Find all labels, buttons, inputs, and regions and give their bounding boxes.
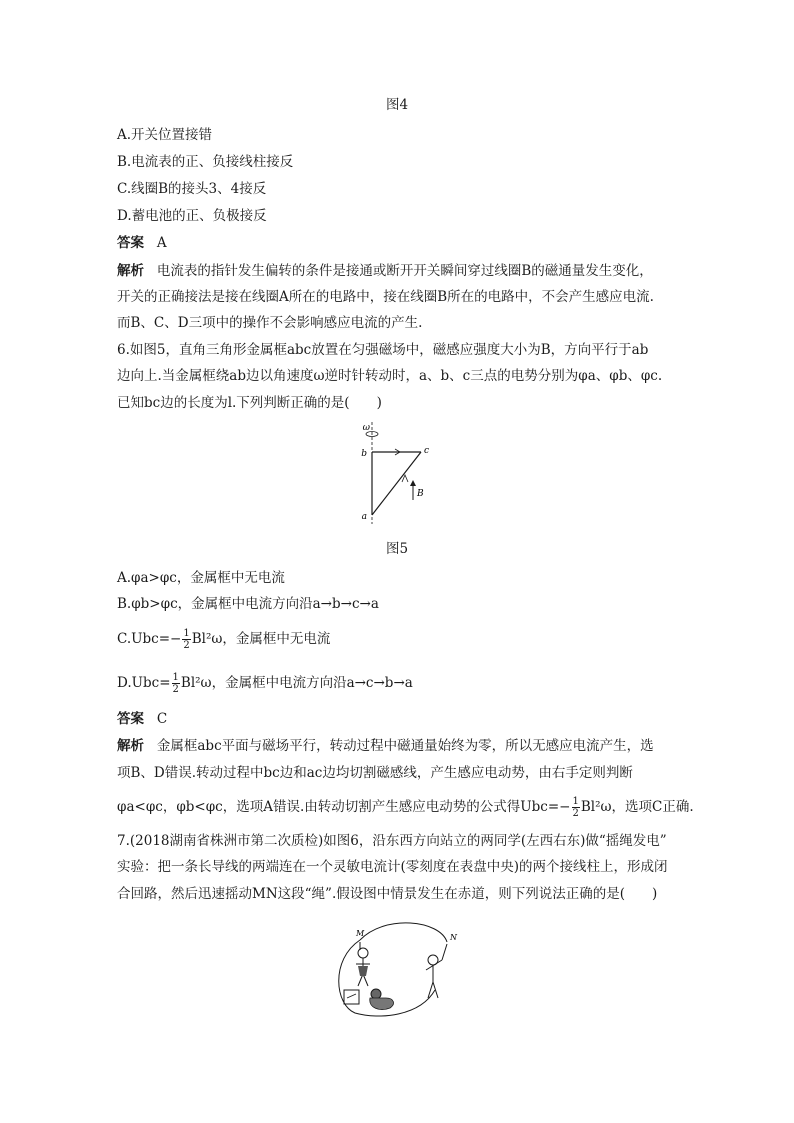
q5-analysis-label: 解析 — [117, 263, 144, 279]
figure-5-caption: 图5 — [386, 541, 409, 557]
galvanometer-icon — [344, 990, 359, 1004]
q6-answer-label: 答案 — [117, 711, 144, 727]
q5-answer — [117, 234, 167, 252]
fraction-half: $\frac{1}{2}$ — [572, 796, 579, 819]
q5-option-c: C.线圈B的接头3、4接反 — [117, 181, 267, 197]
q7-stem-line-1: 7.(2018湖南省株洲市第二次质检)如图6，沿东西方向站立的两同学(左西右东)做“摇绳发电” — [117, 833, 667, 849]
rope-arc — [360, 923, 447, 942]
q6-analysis-line-3 — [117, 796, 694, 819]
q5-analysis-line-3: 而B、C、D三项中的操作不会影响感应电流的产生. — [117, 315, 423, 331]
b-field-label: B — [417, 489, 424, 499]
q6-analysis-text-3-suffix: Bl²ω，选项C正确. — [580, 799, 694, 815]
q6-option-c — [117, 628, 330, 651]
q5-option-b: B.电流表的正、负接线柱接反 — [117, 154, 294, 170]
q6-analysis-text-3-prefix: φa<φc，φb<φc，选项A错误.由转动切割产生感应电动势的公式得Ubc=− — [117, 799, 571, 815]
left-child-body — [356, 942, 370, 986]
q6-option-b: B.φb>φc，金属框中电流方向沿a→b→c→a — [117, 596, 379, 612]
omega-label: ω — [362, 423, 370, 433]
q5-analysis-text-1: 电流表的指针发生偏转的条件是接通或断开开关瞬间穿过线圈B的磁通量发生变化， — [156, 263, 653, 279]
q5-answer-label: 答案 — [117, 235, 144, 251]
q7-stem-line-3: 合回路，然后迅速摇动MN这段“绳”.假设图中情景发生在赤道，则下列说法正确的是( ) — [117, 886, 658, 902]
vertex-b-label: b — [361, 449, 367, 459]
q5-answer-value: A — [156, 235, 167, 251]
q6-answer — [117, 710, 167, 728]
vertex-a-label: a — [361, 512, 367, 522]
fraction-half: $\frac{1}{2}$ — [183, 628, 190, 651]
q5-analysis-line-2: 开关的正确接法是接在线圈A所在的电路中，接在线圈B所在的电路中，不会产生感应电流. — [117, 289, 654, 305]
q5-option-d: D.蓄电池的正、负极接反 — [117, 208, 267, 224]
q6-analysis-line-2: 项B、D错误.转动过程中bc边和ac边均切割磁感线，产生感应电动势，由右手定则判断 — [117, 765, 633, 781]
q6-analysis-text-1: 金属框abc平面与磁场平行，转动过程中磁通量始终为零，所以无感应电流产生，选 — [156, 738, 654, 754]
q6-option-d-prefix: D.Ubc= — [117, 675, 171, 691]
q5-option-a: A.开关位置接错 — [117, 127, 213, 143]
q6-analysis-line-1 — [117, 737, 654, 755]
label-n: N — [450, 933, 457, 942]
figure-4-caption: 图4 — [386, 97, 409, 113]
q6-option-d — [117, 672, 413, 695]
figure-6-rope-illustration — [330, 920, 470, 1022]
q6-option-c-suffix: Bl²ω，金属框中无电流 — [191, 631, 331, 647]
figure-5-triangle — [355, 420, 445, 528]
q6-stem-line-3: 已知bc边的长度为l.下列判断正确的是( ) — [117, 395, 382, 411]
crouching-child-body — [370, 998, 394, 1010]
left-child-dress — [358, 966, 368, 976]
q6-stem-line-1: 6.如图5，直角三角形金属框abc放置在匀强磁场中，磁感应强度大小为B，方向平行于ab — [117, 342, 649, 358]
right-child-body — [426, 944, 447, 998]
q6-option-a: A.φa>φc，金属框中无电流 — [117, 570, 285, 586]
fraction-half: $\frac{1}{2}$ — [172, 672, 179, 695]
q6-stem-line-2: 边向上.当金属框绕ab边以角速度ω逆时针转动时，a、b、c三点的电势分别为φa、φb、φc. — [117, 368, 663, 384]
label-m: M — [356, 929, 365, 938]
q6-option-d-suffix: Bl²ω，金属框中电流方向沿a→c→b→a — [180, 675, 413, 691]
vertex-c-label: c — [424, 446, 430, 456]
q6-option-c-prefix: C.Ubc=− — [117, 631, 182, 647]
q7-stem-line-2: 实验：把一条长导线的两端连在一个灵敏电流计(零刻度在表盘中央)的两个接线柱上，形成闭 — [117, 859, 668, 875]
q6-analysis-label: 解析 — [117, 738, 144, 754]
crouching-child-head — [371, 989, 381, 999]
b-field-arrowhead-icon — [410, 480, 416, 486]
q6-answer-value: C — [156, 711, 168, 727]
q5-analysis-line-1 — [117, 262, 653, 280]
